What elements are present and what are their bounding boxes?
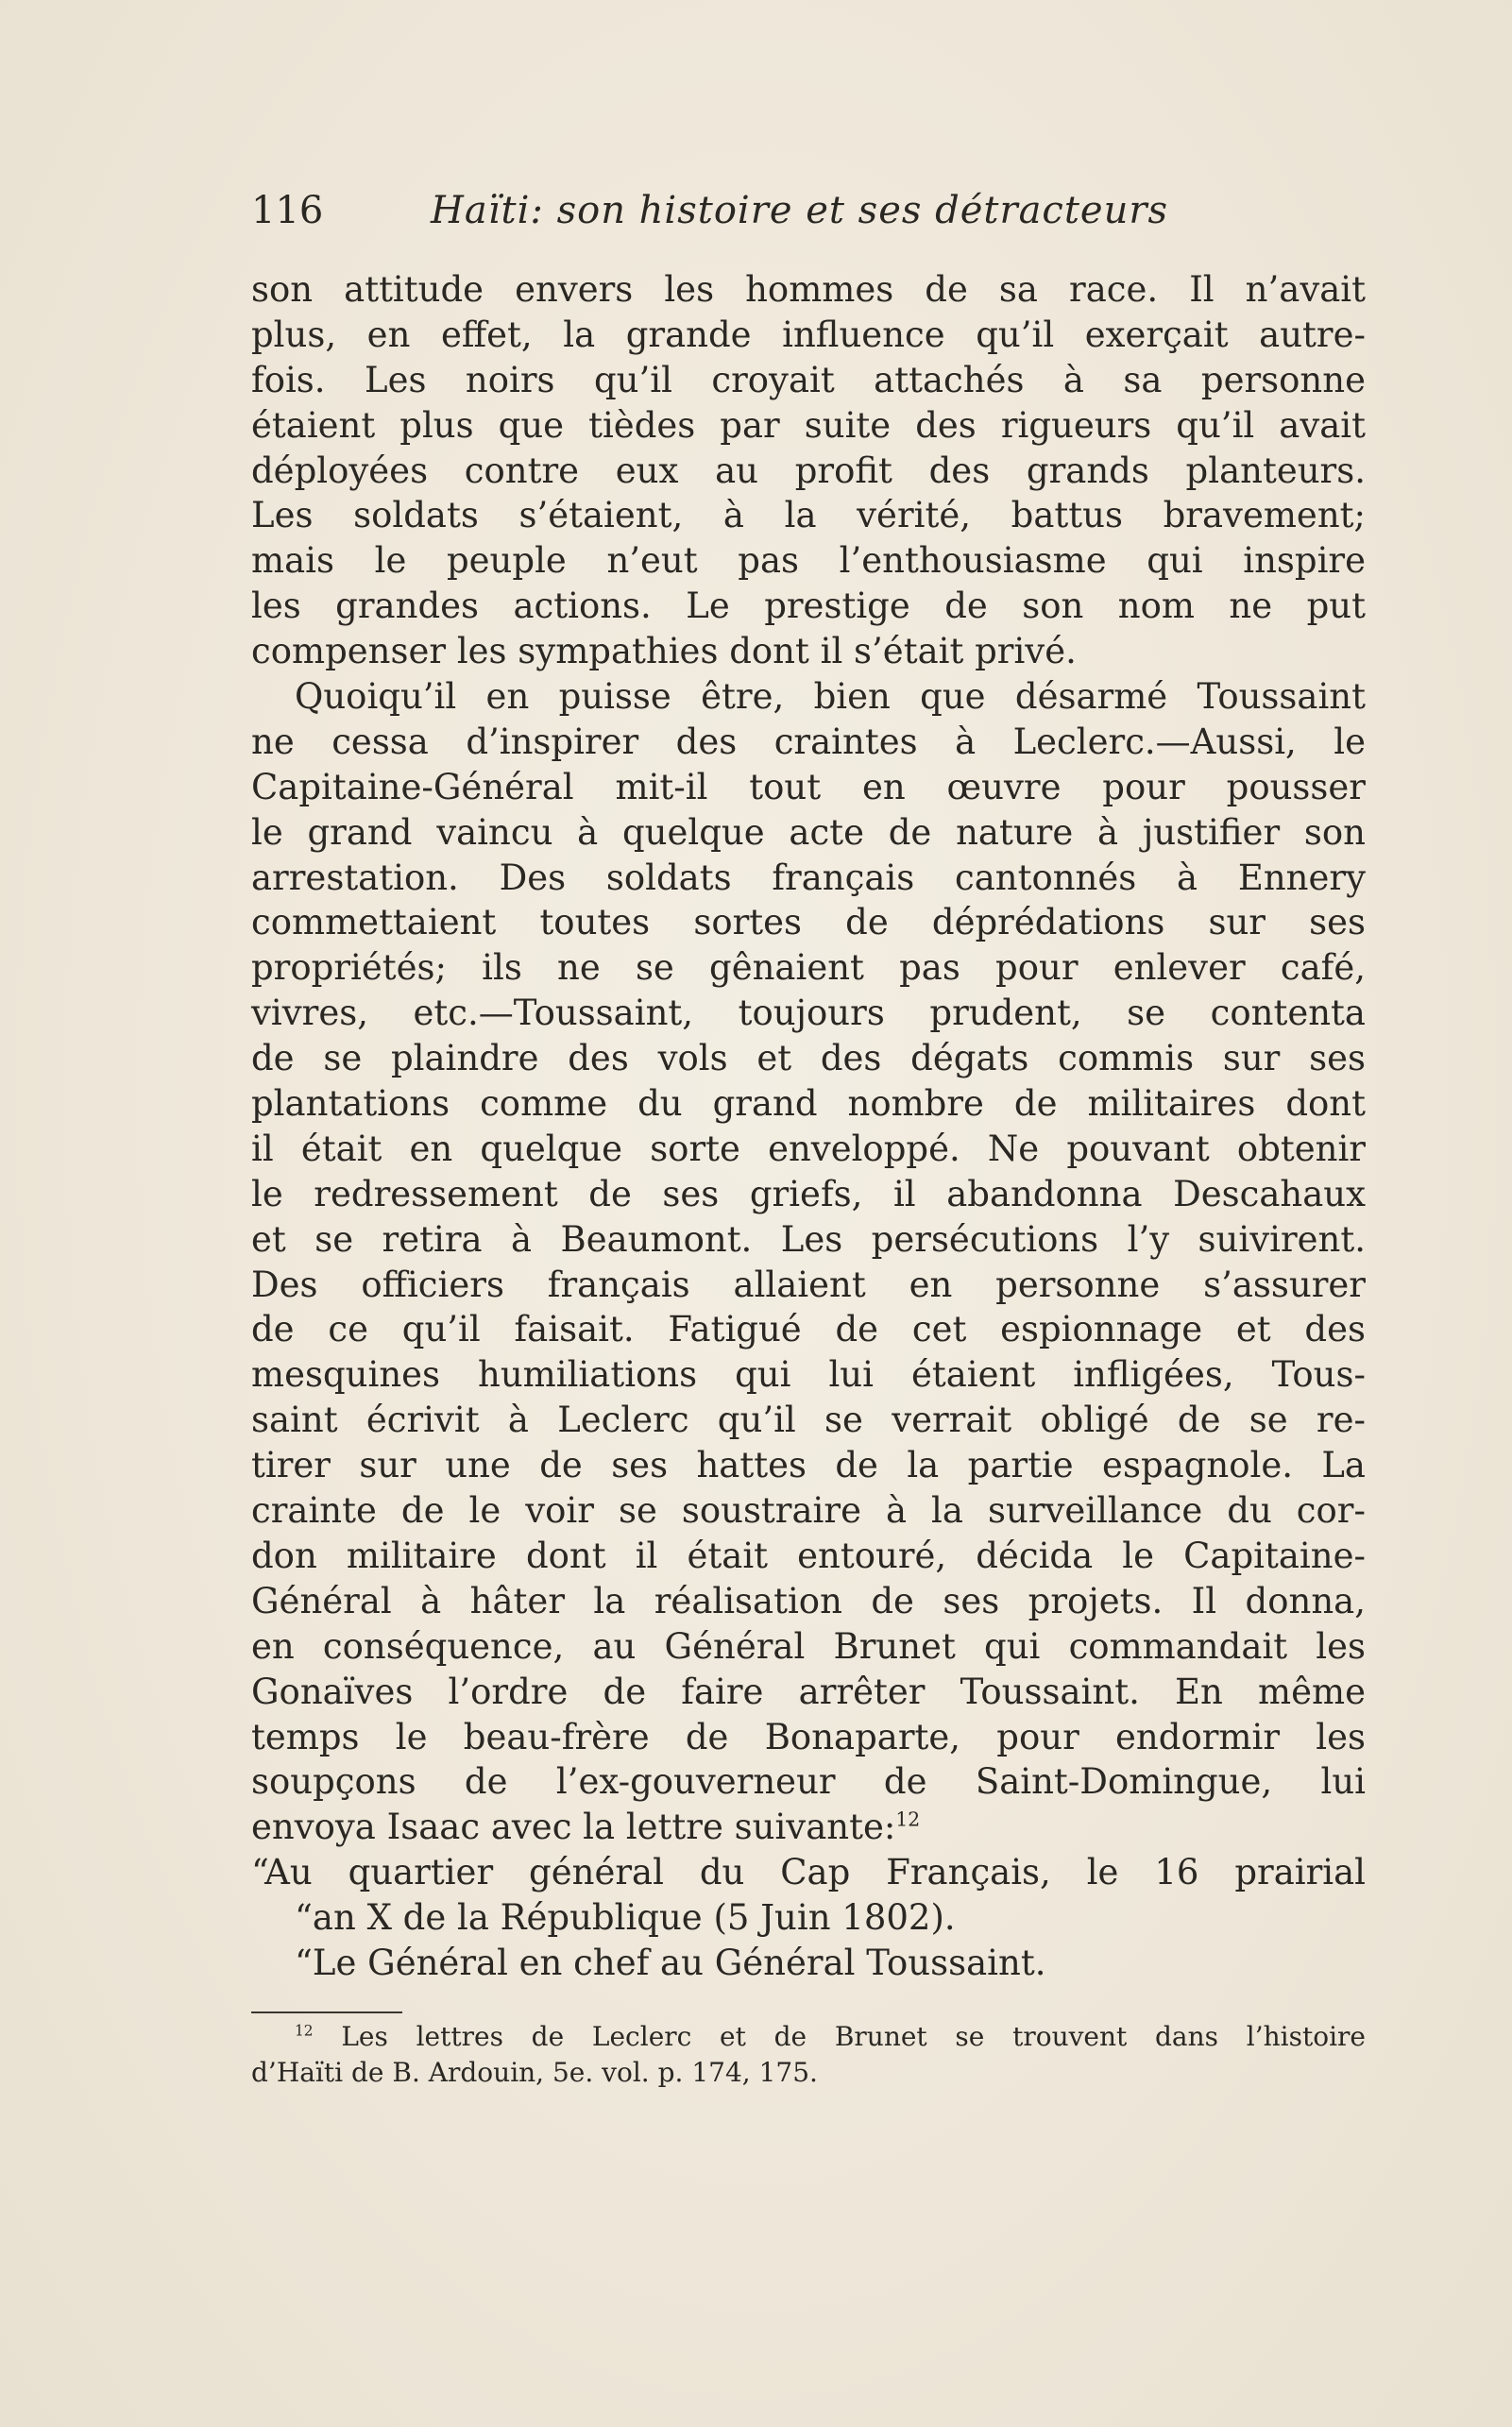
text-line: Gonaïves l’ordre de faire arrêter Toussaint. En même [251,1671,1366,1712]
text-line: en conséquence, au Général Brunet qui commandait les [251,1625,1366,1667]
text-line: tirer sur une de ses hattes de la partie espagnole. La [251,1445,1366,1486]
footnote-divider [251,2011,402,2013]
text-line: don militaire dont il était entouré, décida le Capitaine- [251,1535,1366,1576]
text-line: “an X de la République (5 Juin 1802). [295,1897,956,1939]
text-line-content: envoya Isaac avec la lettre suivante: [251,1807,896,1848]
text-line: Quoiqu’il en puisse être, bien que désarmé Toussaint [295,676,1366,718]
text-line: Capitaine-Général mit-il tout en œuvre pour pousser [251,766,1366,807]
text-line: plantations comme du grand nombre de militaires dont [251,1083,1366,1125]
text-line: mesquines humiliations qui lui étaient infligées, Tous- [251,1354,1366,1396]
text-line: il était en quelque sorte enveloppé. Ne pouvant obtenir [251,1128,1366,1169]
text-line: étaient plus que tièdes par suite des rigueurs qu’il avait [251,404,1366,446]
text-line: crainte de le voir se soustraire à la surveillance du cor- [251,1490,1366,1532]
text-line: temps le beau-frère de Bonaparte, pour endormir les [251,1716,1366,1757]
text-line: “Le Général en chef au Général Toussaint. [295,1942,1046,1983]
running-title: Haïti: son histoire et ses détracteurs [431,189,1168,232]
text-line: le grand vaincu à quelque acte de nature à justifier son [251,811,1366,853]
text-line: le redressement de ses griefs, il abandonna Descahaux [251,1173,1366,1214]
text-line: ne cessa d’inspirer des craintes à Leclerc.—Aussi, le [251,721,1366,762]
body-text [251,267,1366,1986]
text-line: commettaient toutes sortes de déprédations sur ses [251,902,1366,943]
text-line: vivres, etc.—Toussaint, toujours prudent, se contenta [251,993,1366,1034]
footnote-marker: 12 [295,2022,314,2040]
footnote-line [251,2019,1366,2055]
text-line: et se retira à Beaumont. Les persécutions l’y suivirent. [251,1218,1366,1260]
text-line: fois. Les noirs qu’il croyait attachés à sa personne [251,359,1366,400]
text-line: Général à hâter la réalisation de ses projets. Il donna, [251,1580,1366,1621]
text-line: Les soldats s’étaient, à la vérité, battus bravement; [251,495,1366,536]
footnote-line: d’Haïti de B. Ardouin, 5e. vol. p. 174, 175. [251,2057,818,2088]
text-line: les grandes actions. Le prestige de son nom ne put [251,586,1366,627]
text-line: “Au quartier général du Cap Français, le 16 prairial [251,1852,1366,1893]
text-line: propriétés; ils ne se gênaient pas pour enlever café, [251,947,1366,989]
text-line: saint écrivit à Leclerc qu’il se verrait obligé de se re- [251,1400,1366,1441]
footnote [251,2019,1366,2091]
text-line: de se plaindre des vols et des dégats commis sur ses [251,1038,1366,1079]
text-line: soupçons de l’ex-gouverneur de Saint-Domingue, lui [251,1761,1366,1803]
text-line: arrestation. Des soldats français cantonnés à Ennery [251,857,1366,898]
text-line: Des officiers français allaient en personne s’assurer [251,1264,1366,1305]
text-line-with-footnote-ref [251,1805,1366,1850]
text-line: mais le peuple n’eut pas l’enthousiasme qui inspire [251,540,1366,582]
text-line: plus, en effet, la grande influence qu’il exerçait autre- [251,314,1366,355]
page-number: 116 [251,189,324,232]
text-line: déployées contre eux au profit des grands planteurs. [251,450,1366,491]
page-header [251,187,1196,234]
text-line: compenser les sympathies dont il s’était privé. [251,631,1077,672]
text-line: son attitude envers les hommes de sa race. Il n’avait [251,269,1366,310]
footnote-text: Les lettres de Leclerc et de Brunet se trouvent dans l’histoire [341,2021,1366,2052]
footnote-reference: 12 [895,1808,921,1831]
text-line: de ce qu’il faisait. Fatigué de cet espionnage et des [251,1309,1366,1350]
